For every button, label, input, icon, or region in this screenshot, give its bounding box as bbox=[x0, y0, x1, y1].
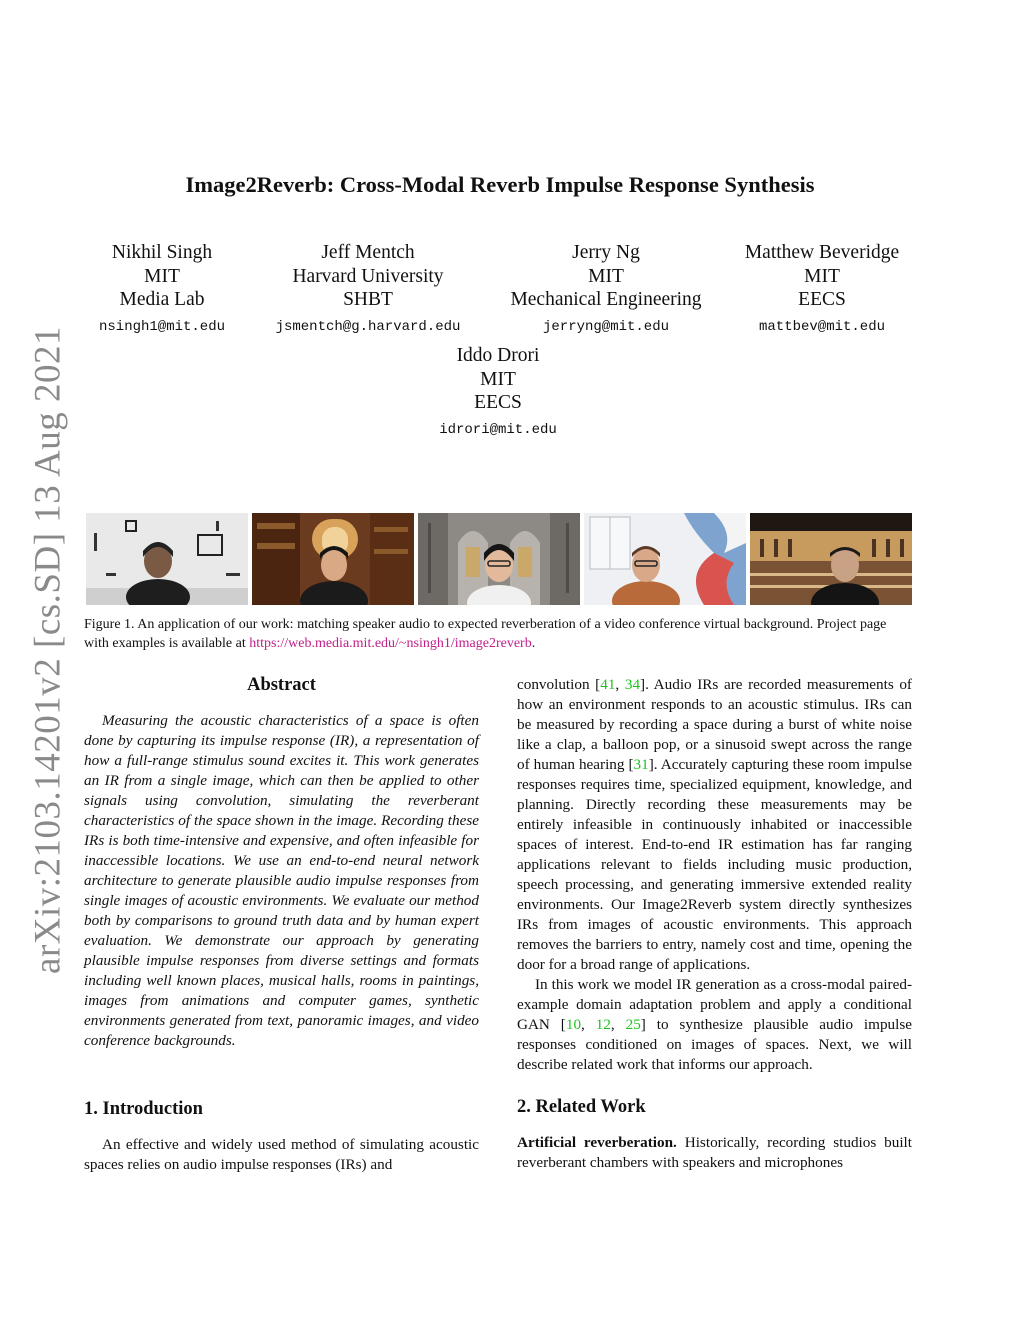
right-paragraph-2 bbox=[517, 975, 912, 1075]
author-block bbox=[368, 344, 628, 439]
related-work-text bbox=[517, 1133, 912, 1173]
author-name: Nikhil Singh bbox=[111, 242, 213, 263]
author-email[interactable]: idrori@mit.edu bbox=[439, 421, 557, 438]
project-link[interactable]: https://web.media.mit.edu/~nsingh1/image2reverb bbox=[249, 636, 532, 651]
author-dept: SHBT bbox=[343, 289, 393, 310]
author-inst: MIT bbox=[144, 265, 180, 287]
caption-text: Figure 1. An application of our work: matching speaker audio to expected reverberation of a video conference virtual background. Project page with examples is available at bbox=[84, 617, 887, 651]
author-email[interactable]: mattbev@mit.edu bbox=[758, 318, 886, 335]
abstract-text: Measuring the acoustic characteristics of a space is often done by capturing its impulse response (IR), a representation of how a full-range stimulus sound excites it. This work generates an IR from a single image, which can then be applied to other signals using convolution, simulating the reverberant characteristics of the space shown in the image. Recording these IRs is both time-intensive and expensive, and often infeasible for inaccessible locations. We use an end-to-end neural network architecture to generate plausible audio impulse responses from single images of acoustic environments. We evaluate our method both by comparisons to ground truth data and by human expert evaluation. We demonstrate our approach by generating plausible impulse responses from diverse settings and formats including well known places, musical halls, rooms in paintings, images from animations and computer games, synthetic environments generated from text, panoramic images, and video conference backgrounds. bbox=[84, 712, 479, 1049]
paragraph-heading: Artificial reverberation. bbox=[517, 1134, 677, 1151]
author-dept: EECS bbox=[474, 392, 522, 413]
figure-caption bbox=[84, 615, 914, 653]
video-call-photo bbox=[750, 513, 912, 605]
video-call-photo bbox=[584, 513, 746, 605]
right-column bbox=[517, 675, 912, 1173]
text-run: , bbox=[615, 676, 625, 693]
left-column bbox=[84, 675, 479, 1175]
citation-link[interactable]: 12 bbox=[595, 1016, 611, 1033]
citation-link[interactable]: 25 bbox=[625, 1016, 641, 1033]
author-block bbox=[238, 241, 498, 336]
arxiv-id: arXiv:2103.14201v2 [cs.SD] 13 Aug 2021 bbox=[27, 326, 69, 974]
right-paragraph-1 bbox=[517, 675, 912, 975]
video-call-photo bbox=[86, 513, 248, 605]
author-inst: MIT bbox=[804, 265, 840, 287]
author-email[interactable]: nsingh1@mit.edu bbox=[98, 318, 226, 335]
author-name: Jeff Mentch bbox=[321, 242, 415, 263]
text-run: Historically, recording studios built reverberant chambers with speakers and microphones bbox=[517, 1134, 913, 1171]
author-block bbox=[692, 241, 952, 336]
author-name: Jerry Ng bbox=[572, 242, 640, 263]
caption-period: . bbox=[531, 636, 536, 651]
author-inst: MIT bbox=[480, 368, 516, 390]
author-email[interactable]: jsmentch@g.harvard.edu bbox=[275, 318, 461, 335]
citation-link[interactable]: 41 bbox=[600, 676, 616, 693]
abstract-heading: Abstract bbox=[247, 675, 316, 695]
author-inst: Harvard University bbox=[292, 265, 444, 287]
introduction-heading: 1. Introduction bbox=[84, 1099, 203, 1119]
citation-link[interactable]: 10 bbox=[565, 1016, 582, 1033]
citation-link[interactable]: 31 bbox=[633, 756, 649, 773]
text-run: , bbox=[610, 1016, 626, 1033]
author-name: Matthew Beveridge bbox=[744, 242, 900, 263]
figure-1-photos bbox=[86, 513, 912, 605]
paper-title: Image2Reverb: Cross-Modal Reverb Impulse Response Synthesis bbox=[185, 172, 815, 197]
related-work-heading: 2. Related Work bbox=[517, 1097, 646, 1117]
author-dept: Media Lab bbox=[119, 289, 205, 310]
text-run: ] to synthesize plausible audio impulse responses conditioned on images of spaces. Next, we will describe related work that informs our approach. bbox=[517, 1016, 913, 1073]
introduction-text: An effective and widely used method of simulating acoustic spaces relies on audio impulse responses (IRs) and bbox=[84, 1136, 479, 1173]
author-name: Iddo Drori bbox=[456, 345, 540, 366]
text-run: , bbox=[581, 1016, 596, 1033]
author-inst: MIT bbox=[588, 265, 624, 287]
video-call-photo bbox=[418, 513, 580, 605]
arxiv-sidebar bbox=[26, 326, 70, 974]
citation-link[interactable]: 34 bbox=[624, 676, 641, 693]
author-dept: EECS bbox=[798, 289, 846, 310]
text-run: ]. Audio IRs are recorded measurements of how an environment responds to an acoustic stimulus. IRs can be measured by recording a space during a burst of white noise like a clap, a balloon pop, or a sinusoid swept across the range of human hearing [ bbox=[517, 676, 912, 773]
text-run: In this work we model IR generation as a cross-modal paired-example domain adaptation problem and apply a conditional GAN [ bbox=[517, 976, 912, 1033]
author-email[interactable]: jerryng@mit.edu bbox=[542, 318, 670, 335]
text-run: ]. Accurately capturing these room impulse responses requires time, specialized equipment, knowledge, and planning. Directly recording these measurements may be entirely infeasible in continuously inhabited or inaccessible spaces of interest. End-to-end IR estimation has far ranging applications relevant to fields including music production, speech processing, and generating immersive extended reality environments. Our Image2Reverb system directly synthesizes IRs from images of acoustic environments. This approach removes the barriers to entry, namely cost and time, opening the door for a broad range of applications. bbox=[517, 756, 912, 973]
text-run: convolution [ bbox=[517, 676, 601, 693]
video-call-photo bbox=[252, 513, 414, 605]
author-dept: Mechanical Engineering bbox=[510, 289, 702, 310]
